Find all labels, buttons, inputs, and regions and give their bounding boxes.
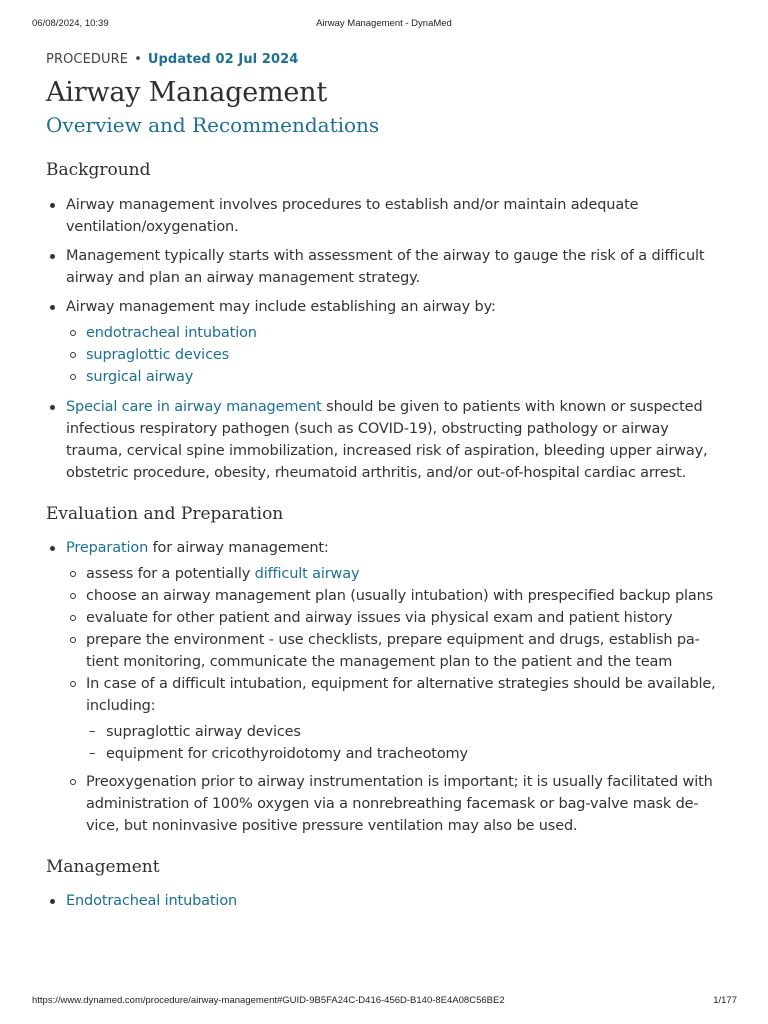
list-item (86, 743, 726, 765)
link-endotracheal-intubation[interactable]: endotracheal intubation (86, 325, 257, 341)
print-url: https://www.dynamed.com/procedure/airway-management#GUID-9B5FA24C-D416-456D-B140-8E4A08C56BE2 (32, 995, 505, 1006)
link-surgical-airway[interactable]: surgical airway (86, 369, 194, 385)
list-item-text: In case of a difficult intubation, equipment for alternative strategies should be available, including: (86, 676, 716, 714)
list-item (46, 296, 726, 388)
list-item (66, 607, 726, 629)
list-item-text: Airway management may include establishing an airway by: (66, 299, 496, 315)
print-footer (0, 995, 768, 1007)
section-heading-management: Management (46, 857, 160, 877)
print-header (0, 18, 768, 30)
list-item (66, 322, 726, 344)
article-meta (46, 50, 726, 70)
print-page-number: 1/177 (713, 995, 737, 1006)
list-item (66, 563, 726, 585)
list-item (66, 673, 726, 765)
updated-date: Updated 02 Jul 2024 (147, 52, 299, 67)
link-difficult-airway[interactable]: difficult airway (254, 566, 360, 582)
list-item-text: should be given to patients with known or suspected infectious respiratory pathogen (such as COVID-19), obstructing pathology or airway trauma, cervical spine immobilization, increased risk of aspiration, bleeding upper airway, obstetric procedure, obesity, rheumatoid arthritis, and/or out-of-hospital cardiac arrest. (66, 399, 708, 481)
list-item-text: Preoxygenation prior to airway instrumentation is important; it is usually facilitated with (86, 774, 713, 790)
article-type: PROCEDURE (46, 52, 129, 67)
section-heading-evaluation: Evaluation and Preparation (46, 504, 284, 524)
list-item (66, 366, 726, 388)
list-item-text: supraglottic airway devices (106, 724, 301, 740)
list-item-text: administration of 100% oxygen via a nonrebreathing facemask or bag-valve mask de- (86, 796, 699, 812)
management-list (46, 890, 726, 912)
airway-method-list (66, 322, 726, 388)
list-item-text: equipment for cricothyroidotomy and tracheotomy (106, 746, 468, 762)
link-preparation[interactable]: Preparation (66, 540, 149, 556)
list-item (46, 890, 726, 912)
list-item-text: vice, but noninvasive positive pressure ventilation may also be used. (86, 818, 578, 834)
meta-separator: • (134, 52, 142, 67)
alternative-equipment-list (86, 721, 726, 765)
list-item (66, 344, 726, 366)
list-item-text: for airway management: (148, 540, 329, 556)
page-title: Airway Management (46, 77, 327, 108)
list-item (66, 771, 726, 837)
page-subtitle: Overview and Recommendations (46, 113, 380, 137)
list-item-text: Management typically starts with assessment of the airway to gauge the risk of a difficult airway and plan an airway management strategy. (66, 248, 705, 286)
section-heading-background: Background (46, 160, 151, 180)
list-item (46, 537, 726, 837)
link-supraglottic-devices[interactable]: supraglottic devices (86, 347, 230, 363)
list-item (66, 585, 726, 607)
article (46, 50, 726, 912)
evaluation-list (46, 537, 726, 837)
list-item-text: Airway management involves procedures to establish and/or maintain adequate ventilation/oxygenation. (66, 197, 639, 235)
list-item (66, 629, 726, 673)
list-item (86, 721, 726, 743)
link-endotracheal-intubation-management[interactable]: Endotracheal intubation (66, 893, 238, 909)
list-item-text: evaluate for other patient and airway issues via physical exam and patient history (86, 610, 673, 626)
print-datetime: 06/08/2024, 10:39 (32, 18, 109, 29)
background-list (46, 194, 726, 484)
list-item (46, 396, 726, 484)
list-item (46, 245, 726, 289)
list-item-text: choose an airway management plan (usually intubation) with prespecified backup plans (86, 588, 714, 604)
list-item-text: prepare the environment - use checklists, prepare equipment and drugs, establish pa- (86, 632, 700, 648)
list-item-text: assess for a potentially (86, 566, 255, 582)
link-special-care[interactable]: Special care in airway management (66, 399, 322, 415)
print-page-title: Airway Management - DynaMed (316, 18, 452, 29)
preparation-sublist (66, 563, 726, 837)
list-item (46, 194, 726, 238)
list-item-text: tient monitoring, communicate the management plan to the patient and the team (86, 654, 673, 670)
